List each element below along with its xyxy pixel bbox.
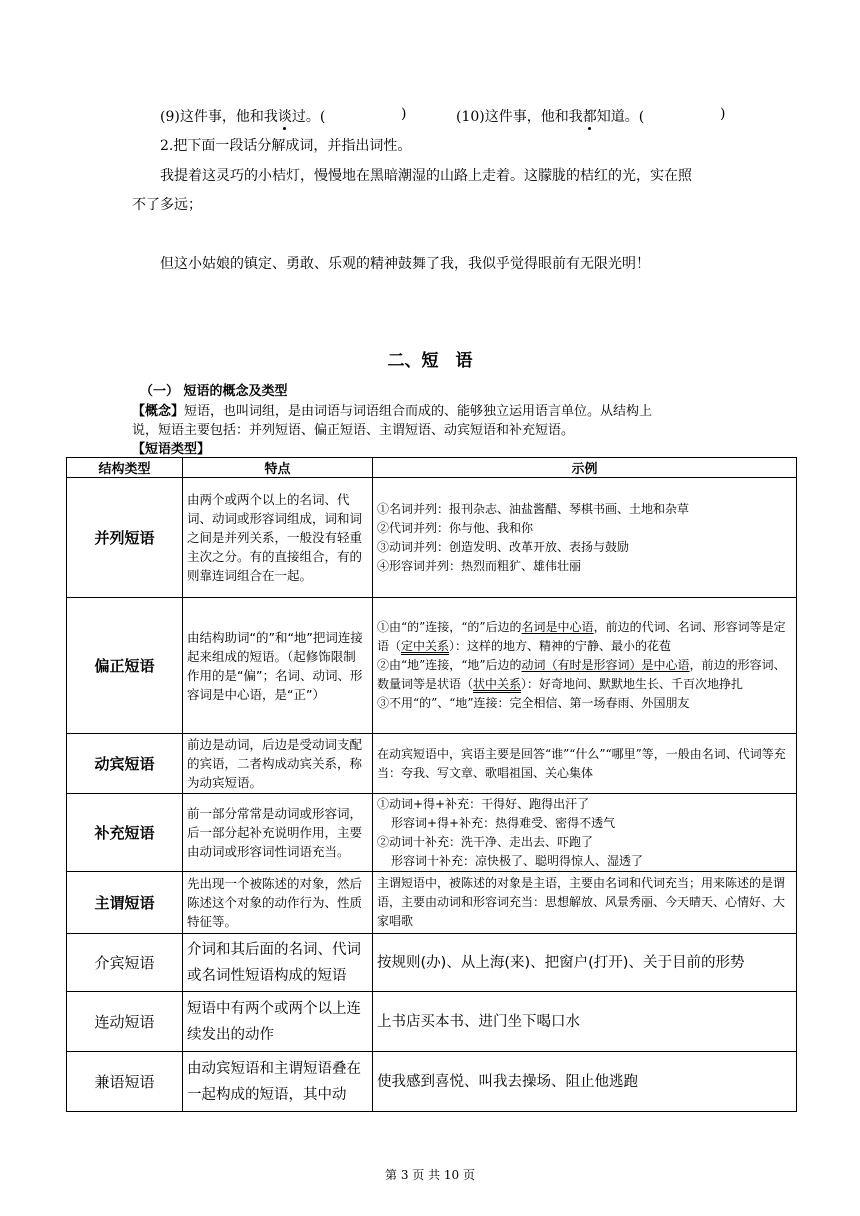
example-line	[377, 656, 792, 694]
exercise-item-9	[160, 106, 325, 126]
underlined-text: 动词（有时是形容词）是中心语	[521, 658, 690, 672]
row-feature: 介词和其后面的名词、代词或名词性短语构成的短语	[183, 934, 373, 992]
item9-close-paren: )	[401, 106, 407, 122]
row-type: 并列短语	[67, 478, 183, 598]
row-feature: 由两个或两个以上的名词、代词、动词或形容词组成，词和词之间是并列关系，一般没有轻重主次之分。有的直接组合，有的则靠连词组合在一起。	[183, 478, 373, 598]
concept-text: 短语，也叫词组，是由词语与词语组合而成的、能够独立运用语言单位。从结构上	[184, 404, 653, 419]
row-type: 偏正短语	[67, 598, 183, 734]
item10-dotted-char: 都	[582, 109, 597, 125]
row-feature: 先出现一个被陈述的对象，然后陈述这个对象的动作行为、性质特征等。	[183, 872, 373, 934]
table-row	[67, 734, 797, 794]
header-type: 结构类型	[67, 458, 183, 478]
row-example: 使我感到喜悦、叫我去操场、阻止他逃跑	[373, 1052, 797, 1112]
double-underlined-text: 状中关系	[473, 677, 522, 691]
item10-text-end: 知道。(	[596, 109, 645, 125]
example-text: ①由“的”连接，“的”后边的	[377, 620, 522, 634]
paragraph-1-line-2: 不了多远；	[132, 197, 202, 213]
paragraph-1-line-1: 我提着这灵巧的小桔灯，慢慢地在黑暗潮湿的山路上走着。这朦胧的桔红的光，实在照	[160, 168, 692, 184]
row-type: 介宾短语	[67, 934, 183, 992]
page-footer: 第 3 页 共 10 页	[385, 1168, 475, 1182]
row-feature: 短语中有两个或两个以上连续发出的动作	[183, 992, 373, 1052]
phrase-types-table	[66, 457, 797, 1112]
item9-text-end: 过。(	[291, 109, 326, 125]
example-line: ③不用“的”、“地”连接：完全相信、第一场春雨、外国朋友	[377, 696, 690, 710]
row-type: 补充短语	[67, 794, 183, 872]
concept-label: 【概念】	[132, 404, 185, 419]
row-feature: 由动宾短语和主谓短语叠在一起构成的短语，其中动	[183, 1052, 373, 1112]
table-row	[67, 794, 797, 872]
section-title: 二、短 语	[387, 351, 473, 371]
row-type: 兼语短语	[67, 1052, 183, 1112]
row-feature: 由结构助词“的”和“地”把词连接起来组成的短语。（起修饰限制作用的是“偏”；名词、动词、形容词是中心语，是“正”）	[183, 598, 373, 734]
row-example: 主谓短语中，被陈述的对象是主语，主要由名词和代词充当；用来陈述的是谓语，主要由动词和形容词充当：思想解放、风景秀丽、今天晴天、心情好、大家唱歌	[373, 872, 797, 934]
table-row	[67, 598, 797, 734]
table-header-row	[67, 458, 797, 478]
example-line: ④形容词并列：热烈而粗犷、雄伟壮丽	[377, 558, 582, 573]
types-label: 【短语类型】	[132, 442, 211, 457]
row-example: 上书店买本书、进门坐下喝口水	[373, 992, 797, 1052]
row-examples	[373, 794, 797, 872]
item10-text: (10)这件事，他和我	[456, 109, 583, 125]
example-line: ③动词并列：创造发明、改革开放、表扬与鼓励	[377, 539, 630, 554]
item10-close-paren: )	[720, 106, 726, 122]
row-examples	[373, 598, 797, 734]
table-row	[67, 992, 797, 1052]
example-text: ，前边的形容词、数量词等是状语（	[377, 658, 786, 691]
row-feature: 前边是动词，后边是受动词支配的宾语，二者构成动宾关系，称为动宾短语。	[183, 734, 373, 794]
paragraph-2: 但这小姑娘的镇定、勇敢、乐观的精神鼓舞了我，我似乎觉得眼前有无限光明！	[160, 256, 650, 272]
table-row	[67, 478, 797, 598]
example-text: ）：好奇地问、默默地生长、千百次地挣扎	[521, 677, 744, 691]
table-row	[67, 934, 797, 992]
row-type: 主谓短语	[67, 872, 183, 934]
row-type: 动宾短语	[67, 734, 183, 794]
row-example: 在动宾短语中，宾语主要是回答“谁”“什么”“哪里”等，一般由名词、代词等充当：夸我、写文章、歌唱祖国、关心集体	[373, 734, 797, 794]
item9-dotted-char: 谈	[277, 109, 292, 125]
double-underlined-text: 定中关系	[401, 639, 450, 653]
row-example: 按规则(办)、从上海(来)、把窗户(打开)、关于目前的形势	[373, 934, 797, 992]
example-text: ，前边的代词、名词、形容词等是定语（	[377, 620, 786, 653]
example-text: ）：这样的地方、精神的宁静、最小的花苞	[449, 639, 672, 653]
table-row	[67, 1052, 797, 1112]
example-line: 形容词+得+补充：热得难受、密得不透气	[391, 815, 616, 830]
exercise-item-10	[456, 106, 644, 126]
example-text: ②由“地”连接，“地”后边的	[377, 658, 522, 672]
concept-line-2: 说，短语主要包括：并列短语、偏正短语、主谓短语、动宾短语和补充短语。	[132, 423, 575, 438]
table-row	[67, 872, 797, 934]
subsection-heading: （一） 短语的概念及类型	[140, 384, 288, 399]
header-example: 示例	[373, 458, 797, 478]
header-feature: 特点	[183, 458, 373, 478]
row-type: 连动短语	[67, 992, 183, 1052]
example-line: ②动词十补充：洗干净、走出去、吓跑了	[377, 834, 594, 849]
example-line	[377, 618, 792, 656]
row-examples	[373, 478, 797, 598]
item9-text: (9)这件事，他和我	[160, 109, 278, 125]
example-line: ①名词并列：报刊杂志、油盐酱醋、琴棋书画、土地和杂草	[377, 501, 690, 516]
row-feature: 前一部分常常是动词或形容词，后一部分起补充说明作用，主要由动词或形容词性词语充当。	[183, 794, 373, 872]
example-line: ①动词+得+补充：干得好、跑得出汗了	[377, 796, 590, 811]
example-line: 形容词十补充：凉快极了、聪明得惊人、湿透了	[391, 853, 644, 868]
example-line: ②代词并列：你与他、我和你	[377, 520, 534, 535]
concept-line-1	[132, 400, 652, 419]
question-2: 2.把下面一段话分解成词，并指出词性。	[160, 138, 412, 154]
underlined-text: 名词是中心语	[521, 620, 594, 634]
